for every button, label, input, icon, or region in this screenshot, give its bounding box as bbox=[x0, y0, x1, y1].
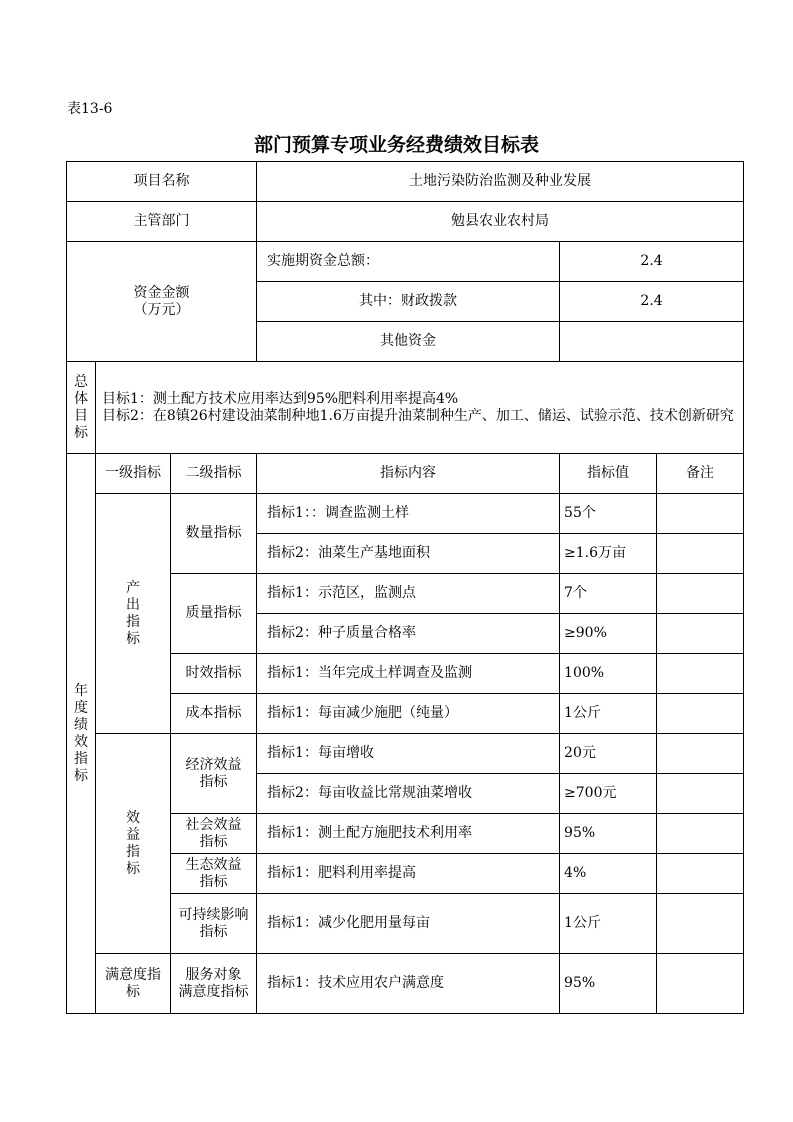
annual-label-char: 绩 bbox=[74, 716, 88, 733]
annual-indicator-label bbox=[67, 454, 96, 1014]
fund-total-value: 2.4 bbox=[560, 242, 744, 282]
benefit-label-char: 效 bbox=[126, 809, 140, 826]
indicator-value: ≥700元 bbox=[560, 774, 657, 814]
fund-label bbox=[67, 242, 257, 362]
annual-label-char: 指 bbox=[74, 750, 88, 767]
header-remark: 备注 bbox=[657, 454, 744, 494]
indicator-value: 7个 bbox=[560, 574, 657, 614]
indicator-content: 指标1：减少化肥用量每亩 bbox=[257, 894, 560, 954]
level2-label-line: 指标 bbox=[199, 773, 228, 790]
level2-service-satisfaction bbox=[171, 954, 257, 1014]
performance-table bbox=[66, 161, 744, 1014]
goal-label-char: 目 bbox=[74, 407, 88, 424]
level2-label-line: 经济效益 bbox=[185, 756, 242, 773]
project-label: 项目名称 bbox=[67, 162, 257, 202]
level2-social bbox=[171, 814, 257, 854]
project-row bbox=[67, 162, 744, 202]
goal-label-char: 体 bbox=[74, 390, 88, 407]
indicator-content: 指标1：测土配方施肥技术利用率 bbox=[257, 814, 560, 854]
level2-label-line: 服务对象 bbox=[185, 966, 242, 983]
table-row bbox=[67, 494, 744, 534]
indicator-remark bbox=[657, 734, 744, 774]
table-row bbox=[67, 734, 744, 774]
level2-label-line: 可持续影响 bbox=[178, 906, 249, 923]
output-label-char: 标 bbox=[126, 630, 140, 647]
indicator-remark bbox=[657, 694, 744, 734]
goal-1: 目标1：测土配方技术应用率达到95%肥料利用率提高4% bbox=[102, 390, 459, 407]
table-row bbox=[67, 954, 744, 1014]
header-content: 指标内容 bbox=[257, 454, 560, 494]
indicator-content: 指标2：种子质量合格率 bbox=[257, 614, 560, 654]
output-label-char: 产 bbox=[126, 579, 140, 596]
level2-quality: 质量指标 bbox=[171, 574, 257, 654]
department-value: 勉县农业农村局 bbox=[257, 202, 744, 242]
benefit-indicator-label bbox=[96, 734, 171, 954]
output-label-char: 指 bbox=[126, 613, 140, 630]
indicator-content: 指标2：每亩收益比常规油菜增收 bbox=[257, 774, 560, 814]
indicator-value: 100% bbox=[560, 654, 657, 694]
indicator-content: 指标1：当年完成土样调查及监测 bbox=[257, 654, 560, 694]
fund-label-line1: 资金金额 bbox=[133, 284, 190, 301]
benefit-label-char: 益 bbox=[126, 826, 140, 843]
goal-label-char: 标 bbox=[74, 424, 88, 441]
indicator-remark bbox=[657, 614, 744, 654]
goal-2: 目标2：在8镇26村建设油菜制种地1.6万亩提升油菜制种生产、加工、储运、试验示范、技术创新研究 bbox=[102, 407, 734, 424]
indicator-remark bbox=[657, 774, 744, 814]
indicator-remark bbox=[657, 894, 744, 954]
fund-fiscal-value: 2.4 bbox=[560, 282, 744, 322]
benefit-label-char: 指 bbox=[126, 843, 140, 860]
fund-total-row bbox=[67, 242, 744, 282]
fund-label-line2: （万元） bbox=[133, 301, 190, 318]
indicator-content: 指标1：每亩减少施肥（纯量） bbox=[257, 694, 560, 734]
goal-row bbox=[67, 362, 744, 454]
project-value: 土地污染防治监测及种业发展 bbox=[257, 162, 744, 202]
annual-label-char: 标 bbox=[74, 767, 88, 784]
fund-other-label: 其他资金 bbox=[257, 322, 560, 362]
indicator-content: 指标1：：调查监测土样 bbox=[257, 494, 560, 534]
header-level2: 二级指标 bbox=[171, 454, 257, 494]
table-number: 表13-6 bbox=[67, 101, 113, 117]
indicator-remark bbox=[657, 574, 744, 614]
fund-fiscal-label: 其中：财政拨款 bbox=[257, 282, 560, 322]
level2-economic bbox=[171, 734, 257, 814]
indicator-remark bbox=[657, 654, 744, 694]
annual-label-char: 度 bbox=[74, 699, 88, 716]
annual-label-char: 效 bbox=[74, 733, 88, 750]
indicator-content: 指标1：技术应用农户满意度 bbox=[257, 954, 560, 1014]
level2-ecological bbox=[171, 854, 257, 894]
goal-label-char: 总 bbox=[74, 373, 88, 390]
level2-sustainable bbox=[171, 894, 257, 954]
benefit-label-char: 标 bbox=[126, 860, 140, 877]
department-label: 主管部门 bbox=[67, 202, 257, 242]
level2-label-line: 指标 bbox=[199, 873, 228, 890]
indicator-value: 55个 bbox=[560, 494, 657, 534]
indicator-value: 1公斤 bbox=[560, 694, 657, 734]
indicator-header-row bbox=[67, 454, 744, 494]
output-label-char: 出 bbox=[126, 596, 140, 613]
indicator-content: 指标1：每亩增收 bbox=[257, 734, 560, 774]
header-level1: 一级指标 bbox=[96, 454, 171, 494]
indicator-remark bbox=[657, 954, 744, 1014]
level2-label-line: 指标 bbox=[199, 833, 228, 850]
level2-timeliness: 时效指标 bbox=[171, 654, 257, 694]
output-indicator-label bbox=[96, 494, 171, 734]
fund-total-label: 实施期资金总额： bbox=[257, 242, 560, 282]
level2-label-line: 生态效益 bbox=[185, 856, 242, 873]
fund-other-value bbox=[560, 322, 744, 362]
satisfaction-label-line: 满意度指 bbox=[105, 966, 161, 983]
indicator-content: 指标2：油菜生产基地面积 bbox=[257, 534, 560, 574]
annual-label-char: 年 bbox=[74, 682, 88, 699]
indicator-value: ≥1.6万亩 bbox=[560, 534, 657, 574]
indicator-remark bbox=[657, 854, 744, 894]
indicator-content: 指标1：示范区，监测点 bbox=[257, 574, 560, 614]
level2-label-line: 指标 bbox=[199, 923, 228, 940]
goal-label bbox=[67, 362, 96, 454]
level2-quantity: 数量指标 bbox=[171, 494, 257, 574]
goal-content bbox=[96, 362, 744, 454]
indicator-remark bbox=[657, 494, 744, 534]
indicator-content: 指标1：肥料利用率提高 bbox=[257, 854, 560, 894]
page-title: 部门预算专项业务经费绩效目标表 bbox=[253, 134, 539, 156]
indicator-value: 20元 bbox=[560, 734, 657, 774]
level2-label-line: 社会效益 bbox=[185, 816, 242, 833]
department-row bbox=[67, 202, 744, 242]
indicator-remark bbox=[657, 534, 744, 574]
satisfaction-label-line: 标 bbox=[126, 983, 140, 1000]
indicator-value: 4% bbox=[560, 854, 657, 894]
indicator-value: ≥90% bbox=[560, 614, 657, 654]
indicator-value: 95% bbox=[560, 814, 657, 854]
indicator-remark bbox=[657, 814, 744, 854]
satisfaction-indicator-label bbox=[96, 954, 171, 1014]
level2-label-line: 满意度指标 bbox=[178, 983, 249, 1000]
header-value: 指标值 bbox=[560, 454, 657, 494]
indicator-value: 1公斤 bbox=[560, 894, 657, 954]
indicator-value: 95% bbox=[560, 954, 657, 1014]
level2-cost: 成本指标 bbox=[171, 694, 257, 734]
